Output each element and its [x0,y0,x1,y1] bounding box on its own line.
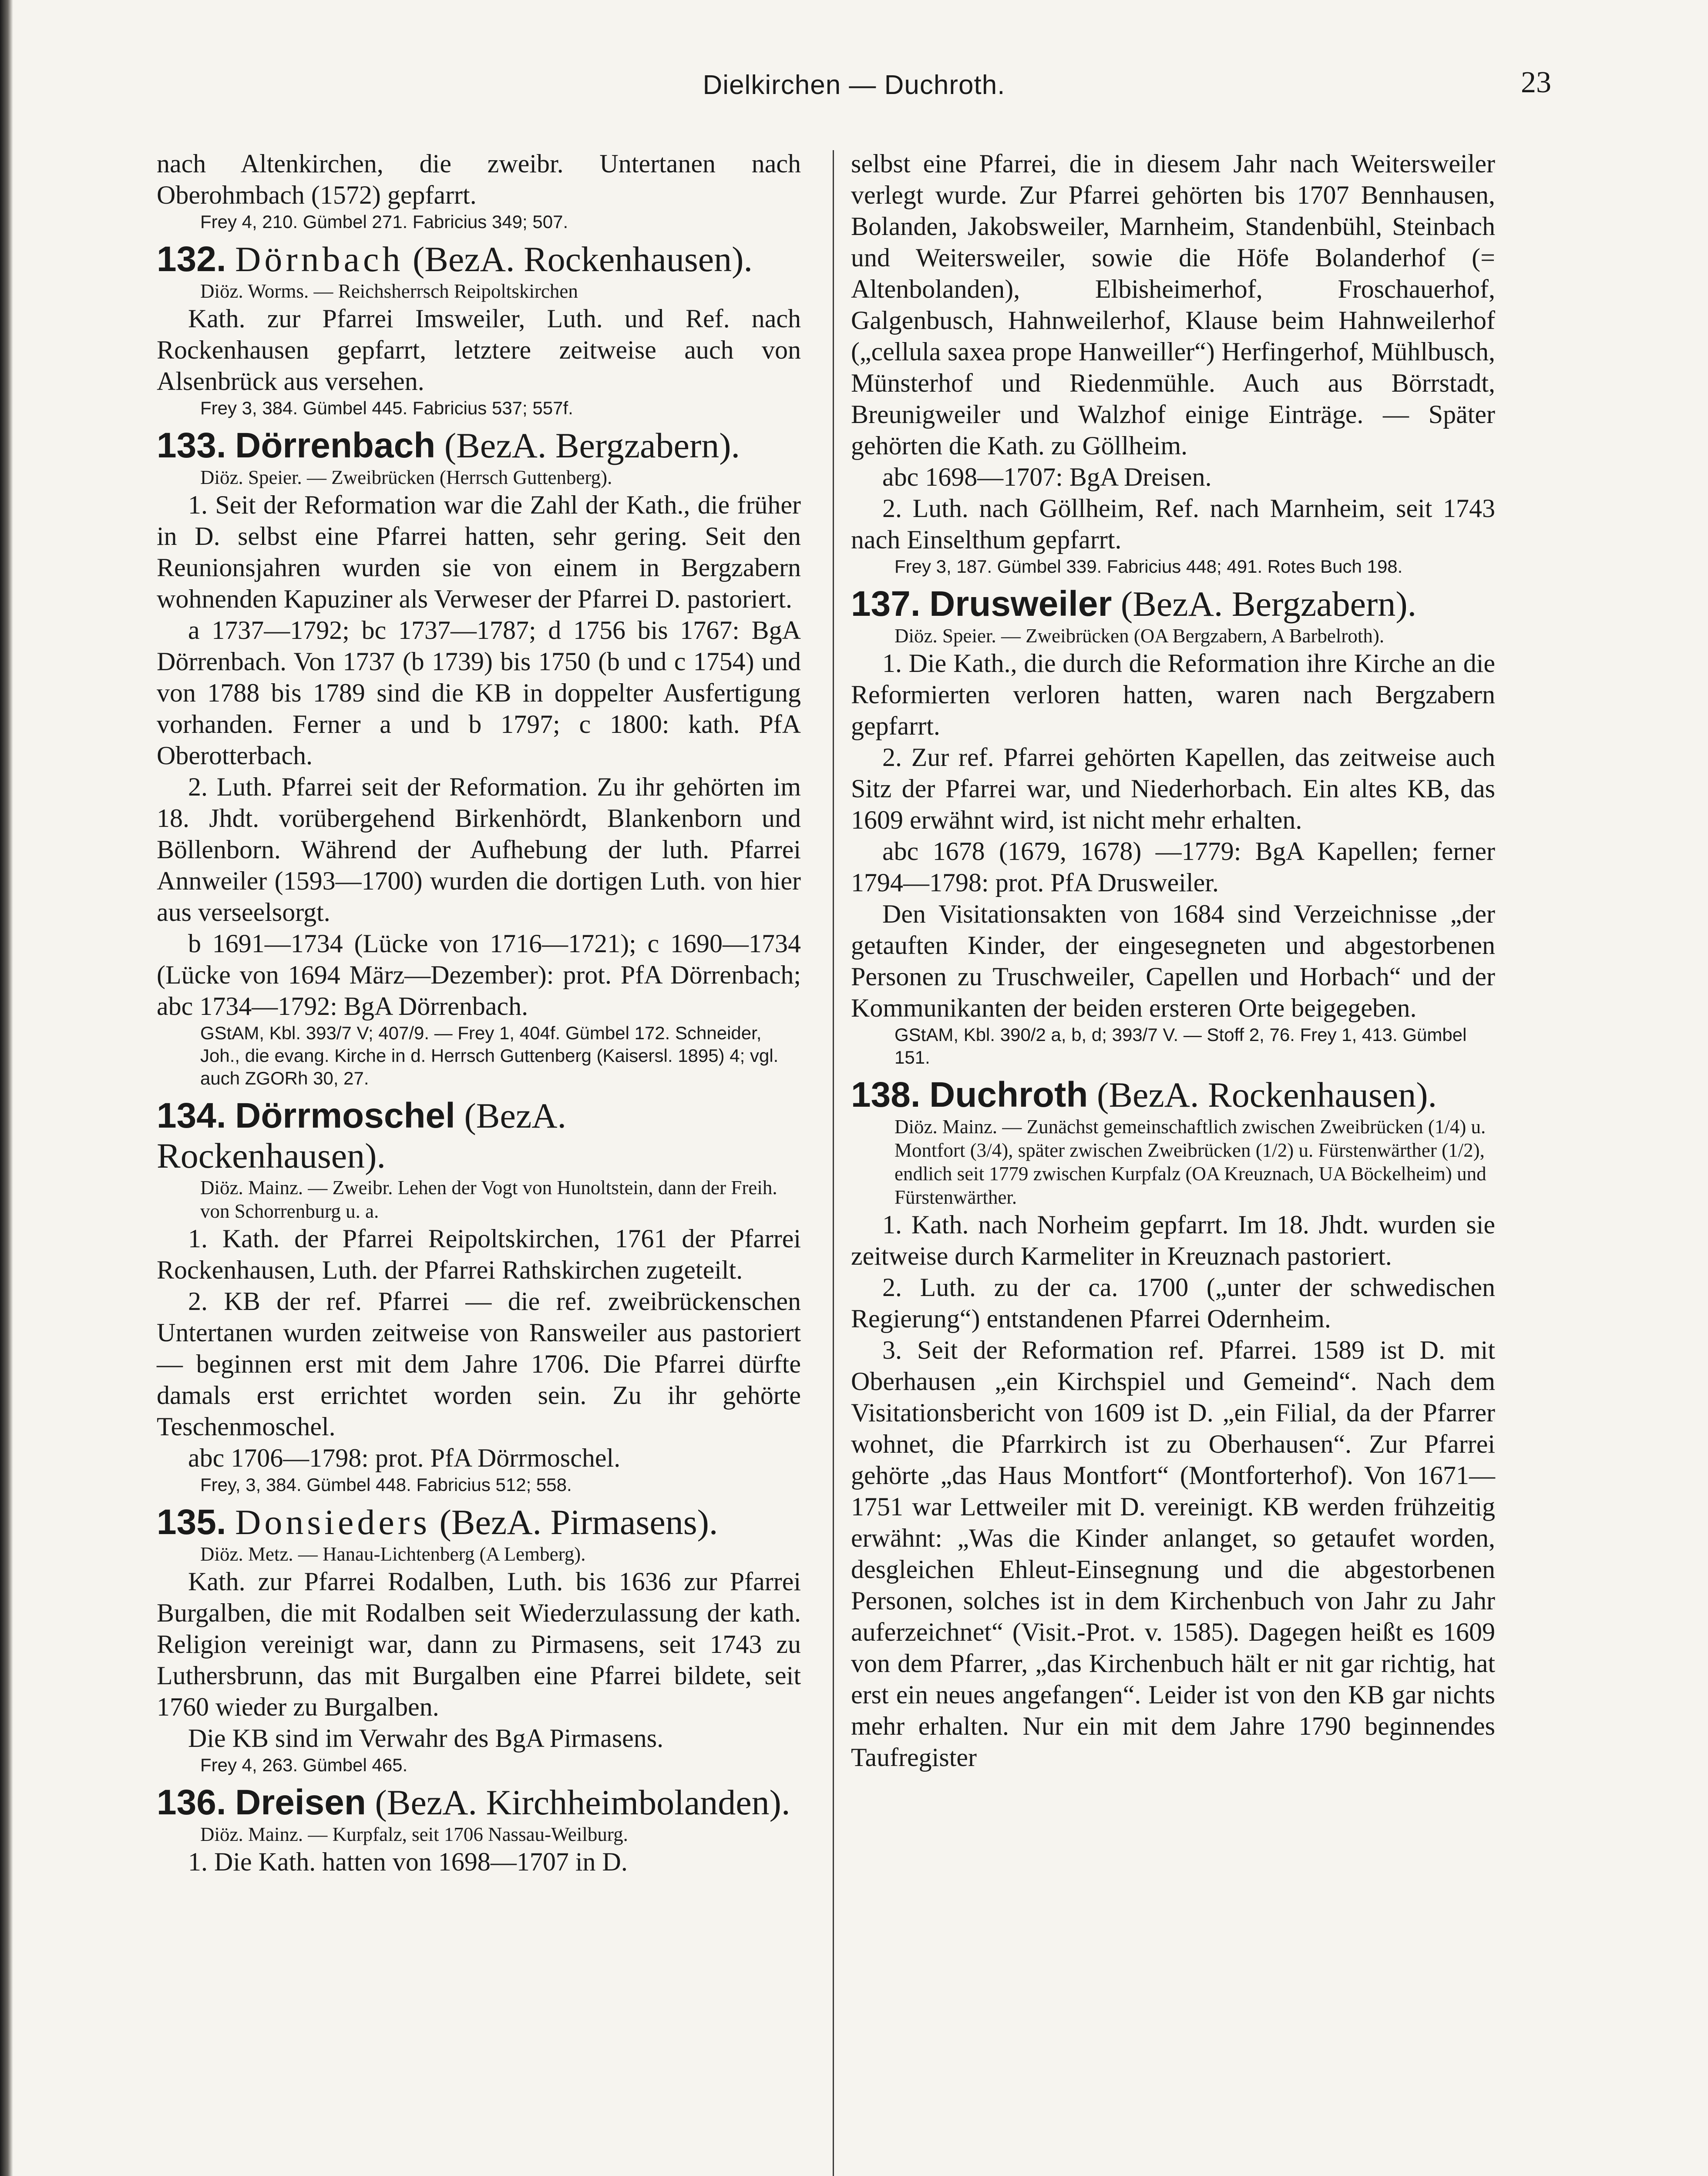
paragraph: nach Altenkirchen, die zweibr. Untertanen nach Oberohmbach (1572) gepfarrt. [157,149,801,209]
running-head [0,65,1708,104]
entry-district: (BezA. Rockenhausen). [157,1096,566,1175]
paragraph: 2. Luth. nach Göllheim, Ref. nach Marnheim, seit 1743 nach Einselthum gepfarrt. [851,494,1495,554]
paragraph: 1. Die Kath., die durch die Reformation ihre Kirche an die Reformierten verloren hatten, waren nach Bergzabern gepfarrt. [851,649,1495,740]
entry-district: (BezA. Rockenhausen). [403,239,753,279]
entry-place: Dörrenbach [235,426,436,465]
entry-number: 138. [851,1075,921,1115]
diocese-line: Diöz. Mainz. — Zunächst gemeinschaftlich zwischen Zweibrücken (1/4) u. Montfort (3/4), später zwischen Zweibrücken (1/2) u. Fürstenwärther (1/2), endlich seit 1779 zwischen Kurpfalz (OA Kreuznach, UA Böckelheim) und Fürstenwärther. [894,1116,1486,1208]
entry-number: 137. [851,584,921,624]
entry-place: Dreisen [235,1783,366,1822]
entry-136 [157,1783,801,1877]
paragraph: selbst eine Pfarrei, die in diesem Jahr nach Weitersweiler verlegt wurde. Zur Pfarrei gehörten bis 1707 Bennhausen, Bolanden, Jakobsweiler, Marnheim, Standenbühl, Steinbach und Weitersweiler, sowie die Höfe Bolanderhof (= Altenbolanden), Elbisheimerhof, Froschauerhof, Galgenbusch, Hahnweilerhof, Klause beim Hahnweilerhof („cellula saxea prope Hanweiller“) Herfingerhof, Mühlbusch, Münsterhof und Riedenmühle. Auch aus Börrstadt, Breunigweiler und Walzhof einige Einträge. — Später gehörten die Kath. zu Göllheim. [851,149,1495,460]
entry-heading [851,584,1495,624]
entry-heading [157,1096,801,1176]
paragraph: 1. Seit der Reformation war die Zahl der Kath., die früher in D. selbst eine Pfarrei hatten, sehr gering. Seit den Reunionsjahren wurden sie von einem in Bergzabern wohnenden Kapuziner als Verweser der Pfarrei D. pastoriert. [157,490,801,613]
entry-137 [851,584,1495,1069]
entry-135 [157,1502,801,1776]
paragraph: 3. Seit der Reformation ref. Pfarrei. 1589 ist D. mit Oberhausen „ein Kirchspiel und Gemeind“. Nach dem Visitationsbericht von 1609 ist D. „ein Filial, da der Pfarrer wohnet, die Pfarrkirch ist zu Oberhausen“. Zur Pfarrei gehörte „das Haus Montfort“ (Montforterhof). Von 1671—1751 war Lettweiler mit D. vereinigt. KB werden frühzeitig erwähnt: „Was die Kinder anlanget, so getaufet worden, desgleichen Ehleut-Einsegnung und die abgestorbenen Personen, solches ist in dem Kirchenbuch von Jahr zu Jahr auferzeichnet“ (Visit.-Prot. v. 1585). Dagegen heißt es 1609 von dem Pfarrer, „das Kirchenbuch hält er nit gar richtig, hat erst ein neues angefangen“. Leider ist von den KB gar nichts mehr erhalten. Nur ein mit dem Jahre 1790 beginnendes Taufregister [851,1336,1495,1772]
page-number: 23 [1521,66,1551,99]
entry-district: (BezA. Rockenhausen). [1088,1075,1437,1115]
diocese-line: Diöz. Metz. — Hanau-Lichtenberg (A Lemberg). [200,1543,586,1565]
paragraph: a 1737—1792; bc 1737—1787; d 1756 bis 1767: BgA Dörrenbach. Von 1737 (b 1739) bis 1750 (b und c 1754) und von 1788 bis 1789 sind die KB in doppelter Ausfertigung vorhanden. Ferner a und b 1797; c 1800: kath. PfA Oberotterbach. [157,616,801,770]
entry-134 [157,1096,801,1496]
paragraph: 2. Luth. Pfarrei seit der Reformation. Zu ihr gehörten im 18. Jhdt. vorübergehend Birkenhördt, Blankenborn und Böllenborn. Während der Aufhebung der luth. Pfarrei Annweiler (1593—1700) wurden die dortigen Luth. von hier aus verseelsorgt. [157,772,801,927]
running-title: Dielkirchen — Duchroth. [703,70,1005,100]
entry-district: (BezA. Kirchheimbolanden). [366,1783,790,1822]
paragraph: 1. Kath. der Pfarrei Reipoltskirchen, 1761 der Pfarrei Rockenhausen, Luth. der Pfarrei Rathskirchen zugeteilt. [157,1224,801,1284]
entry-heading [851,1075,1495,1115]
entry-place: Donsieders [235,1502,431,1542]
diocese-line: Diöz. Speier. — Zweibrücken (OA Bergzabern, A Barbelroth). [894,625,1385,647]
paragraph: abc 1678 (1679, 1678) —1779: BgA Kapellen; ferner 1794—1798: prot. PfA Drusweiler. [851,837,1495,897]
paragraph: 1. Kath. nach Norheim gepfarrt. Im 18. Jhdt. wurden sie zeitweise durch Karmeliter in Kreuznach pastoriert. [851,1210,1495,1270]
entry-number: 133. [157,426,226,465]
right-column [851,148,1495,1775]
references: GStAM, Kbl. 393/7 V; 407/9. — Frey 1, 404f. Gümbel 172. Schneider, Joh., die evang. Kirche in d. Herrsch Guttenberg (Kaisersl. 1895) 4; vgl. auch ZGORh 30, 27. [200,1023,779,1088]
book-binding-edge [0,0,13,2176]
references: Frey, 3, 384. Gümbel 448. Fabricius 512; 558. [200,1474,572,1495]
entry-place: Dörnbach [235,239,404,279]
entry-continuation-left [157,148,801,233]
paragraph: abc 1706—1798: prot. PfA Dörrmoschel. [188,1444,621,1472]
entry-number: 132. [157,239,226,279]
diocese-line: Diöz. Mainz. — Zweibr. Lehen der Vogt von Hunoltstein, dann der Freih. von Schorrenburg u. a. [200,1177,777,1222]
entry-heading [157,426,801,466]
entry-number: 134. [157,1096,226,1135]
paragraph: Kath. zur Pfarrei Rodalben, Luth. bis 1636 zur Pfarrei Burgalben, die mit Rodalben seit Wiederzulassung der kath. Religion vereinigt war, dann zu Pirmasens, seit 1743 zu Luthersbrunn, das mit Burgalben eine Pfarrei bildete, seit 1760 wieder zu Burgalben. [157,1567,801,1721]
paragraph: 2. Zur ref. Pfarrei gehörten Kapellen, das zeitweise auch Sitz der Pfarrei war, und Niederhorbach. Ein altes KB, das 1609 erwähnt wird, ist nicht mehr erhalten. [851,743,1495,834]
entry-place: Drusweiler [929,584,1112,624]
entry-place: Duchroth [929,1075,1088,1115]
references: Frey 3, 187. Gümbel 339. Fabricius 448; 491. Rotes Buch 198. [894,556,1403,577]
entry-138 [851,1075,1495,1773]
paragraph: 2. KB der ref. Pfarrei — die ref. zweibrückenschen Untertanen wurden zeitweise von Ransweiler aus pastoriert — beginnen erst mit dem Jahre 1706. Die Pfarrei dürfte damals erst errichtet worden sein. Zu ihr gehörte Teschenmoschel. [157,1287,801,1441]
paragraph: 1. Die Kath. hatten von 1698—1707 in D. [188,1847,628,1876]
entry-136-continued [851,148,1495,578]
entry-132 [157,239,801,420]
references: Frey 3, 384. Gümbel 445. Fabricius 537; 557f. [200,398,573,418]
references: Frey 4, 263. Gümbel 465. [200,1755,408,1775]
left-column [157,148,801,1879]
diocese-line: Diöz. Worms. — Reichsherrsch Reipoltskirchen [200,280,578,302]
entry-number: 135. [157,1502,226,1542]
paragraph: 2. Luth. zu der ca. 1700 („unter der schwedischen Regierung“) entstandenen Pfarrei Odernheim. [851,1273,1495,1333]
diocese-line: Diöz. Mainz. — Kurpfalz, seit 1706 Nassau-Weilburg. [200,1823,628,1845]
entry-heading [157,1783,801,1823]
entry-district: (BezA. Pirmasens). [430,1502,718,1542]
paragraph: Den Visitationsakten von 1684 sind Verzeichnisse „der getauften Kinder, der eingesegneten und abgestorbenen Personen zu Truschweiler, Capellen und Horbach“ und der Kommunikanten der beiden ersteren Orte beigegeben. [851,900,1495,1022]
entry-number: 136. [157,1783,226,1822]
column-divider [833,150,834,2176]
entry-heading [157,1502,801,1542]
entry-place: Dörrmoschel [235,1096,455,1135]
entry-district: (BezA. Bergzabern). [435,426,740,465]
entry-district: (BezA. Bergzabern). [1112,584,1417,624]
paragraph: Die KB sind im Verwahr des BgA Pirmasens. [188,1724,664,1753]
references: Frey 4, 210. Gümbel 271. Fabricius 349; 507. [200,212,568,232]
paragraph: b 1691—1734 (Lücke von 1716—1721); c 1690—1734 (Lücke von 1694 März—Dezember): prot. PfA Dörrenbach; abc 1734—1792: BgA Dörrenbach. [157,929,801,1021]
entry-133 [157,426,801,1090]
paragraph: abc 1698—1707: BgA Dreisen. [882,463,1212,491]
references: GStAM, Kbl. 390/2 a, b, d; 393/7 V. — Stoff 2, 76. Frey 1, 413. Gümbel 151. [894,1024,1467,1068]
entry-heading [157,239,801,279]
paragraph: Kath. zur Pfarrei Imsweiler, Luth. und Ref. nach Rockenhausen gepfarrt, letztere zeitweise auch von Alsenbrück aus versehen. [157,304,801,396]
diocese-line: Diöz. Speier. — Zweibrücken (Herrsch Guttenberg). [200,467,612,488]
